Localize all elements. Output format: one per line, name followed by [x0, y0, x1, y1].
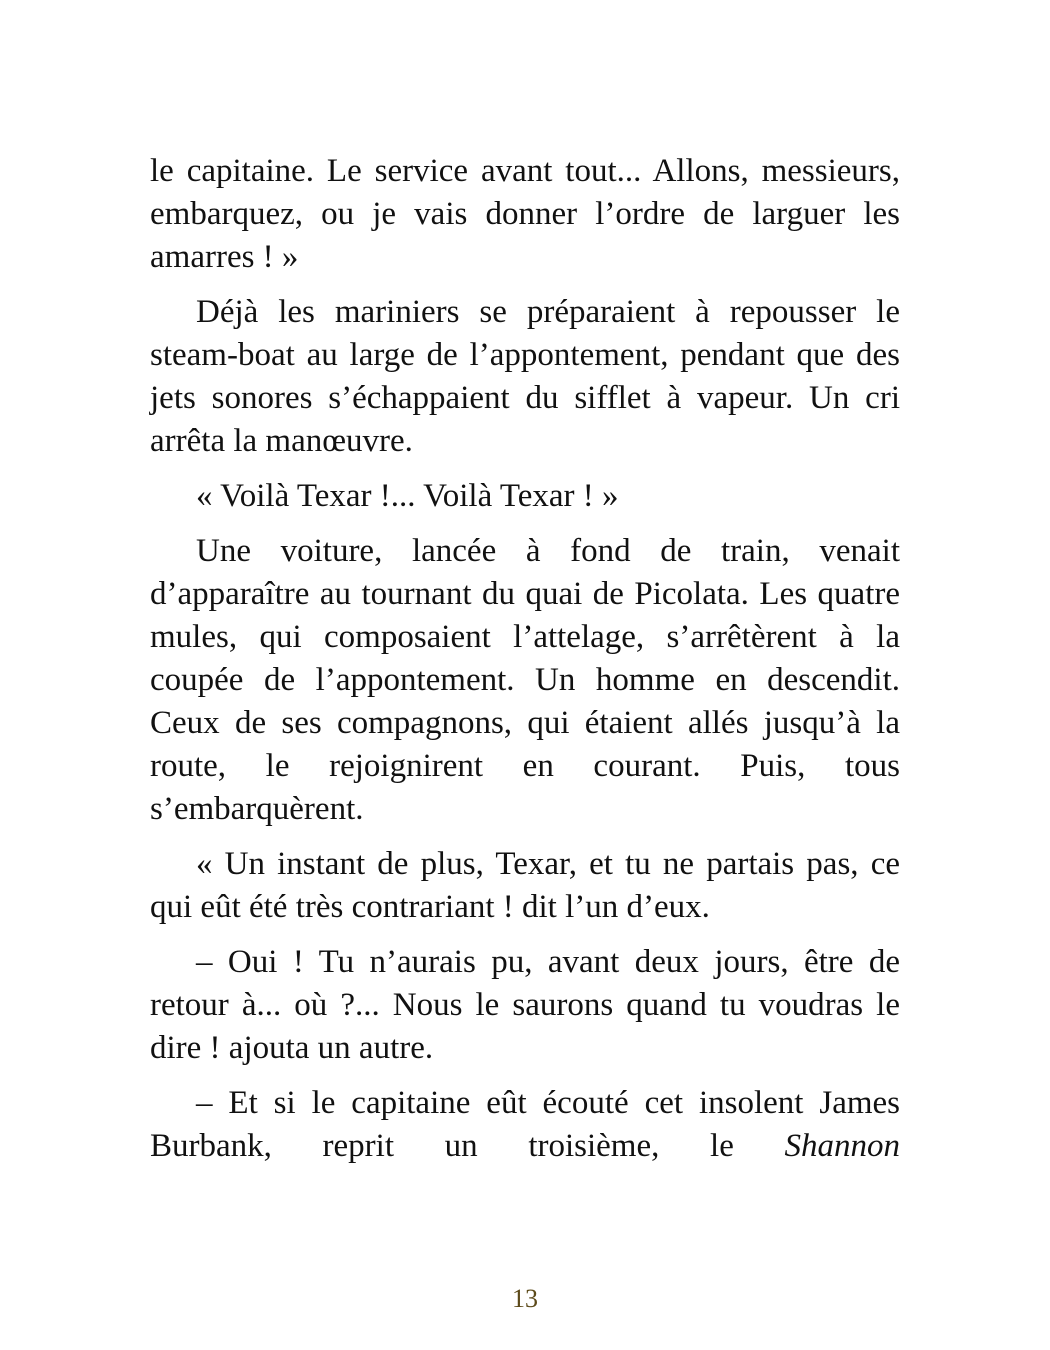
paragraph-5: « Un instant de plus, Texar, et tu ne partais pas, ce qui eût été très contrariant ! dit l’un d’eux. — [150, 846, 900, 925]
page-number: 13 — [512, 1284, 538, 1313]
paragraph-2: Déjà les mariniers se préparaient à repousser le steam-boat au large de l’appontement, pendant que des jets sonores s’échappaient du sifflet à vapeur. Un cri arrêta la manœuvre. — [150, 294, 900, 459]
paragraph-3: « Voilà Texar !... Voilà Texar ! » — [196, 478, 619, 514]
paragraph-1: le capitaine. Le service avant tout... Allons, messieurs, embarquez, ou je vais donner l’ordre de larguer les amarres ! » — [150, 153, 900, 275]
page-text — [150, 150, 900, 1180]
paragraph-6: – Oui ! Tu n’aurais pu, avant deux jours, être de retour à... où ?... Nous le saurons quand tu voudras le dire ! ajouta un autre. — [150, 944, 900, 1066]
paragraph-7 — [150, 1082, 900, 1168]
paragraph-4: Une voiture, lancée à fond de train, venait d’apparaître au tournant du quai de Picolata. Les quatre mules, qui composaient l’attelage, s’arrêtèrent à la coupée de l’appontement. Un homme en descendit. Ceux de ses compagnons, qui étaient allés jusqu’à la route, le rejoignirent en courant. Puis, tous s’embarquèrent. — [150, 533, 900, 827]
paragraph-7-text: – Et si le capitaine eût écouté cet insolent James Burbank, reprit un troisième, le — [150, 1085, 900, 1164]
ship-name: Shannon — [784, 1128, 900, 1164]
